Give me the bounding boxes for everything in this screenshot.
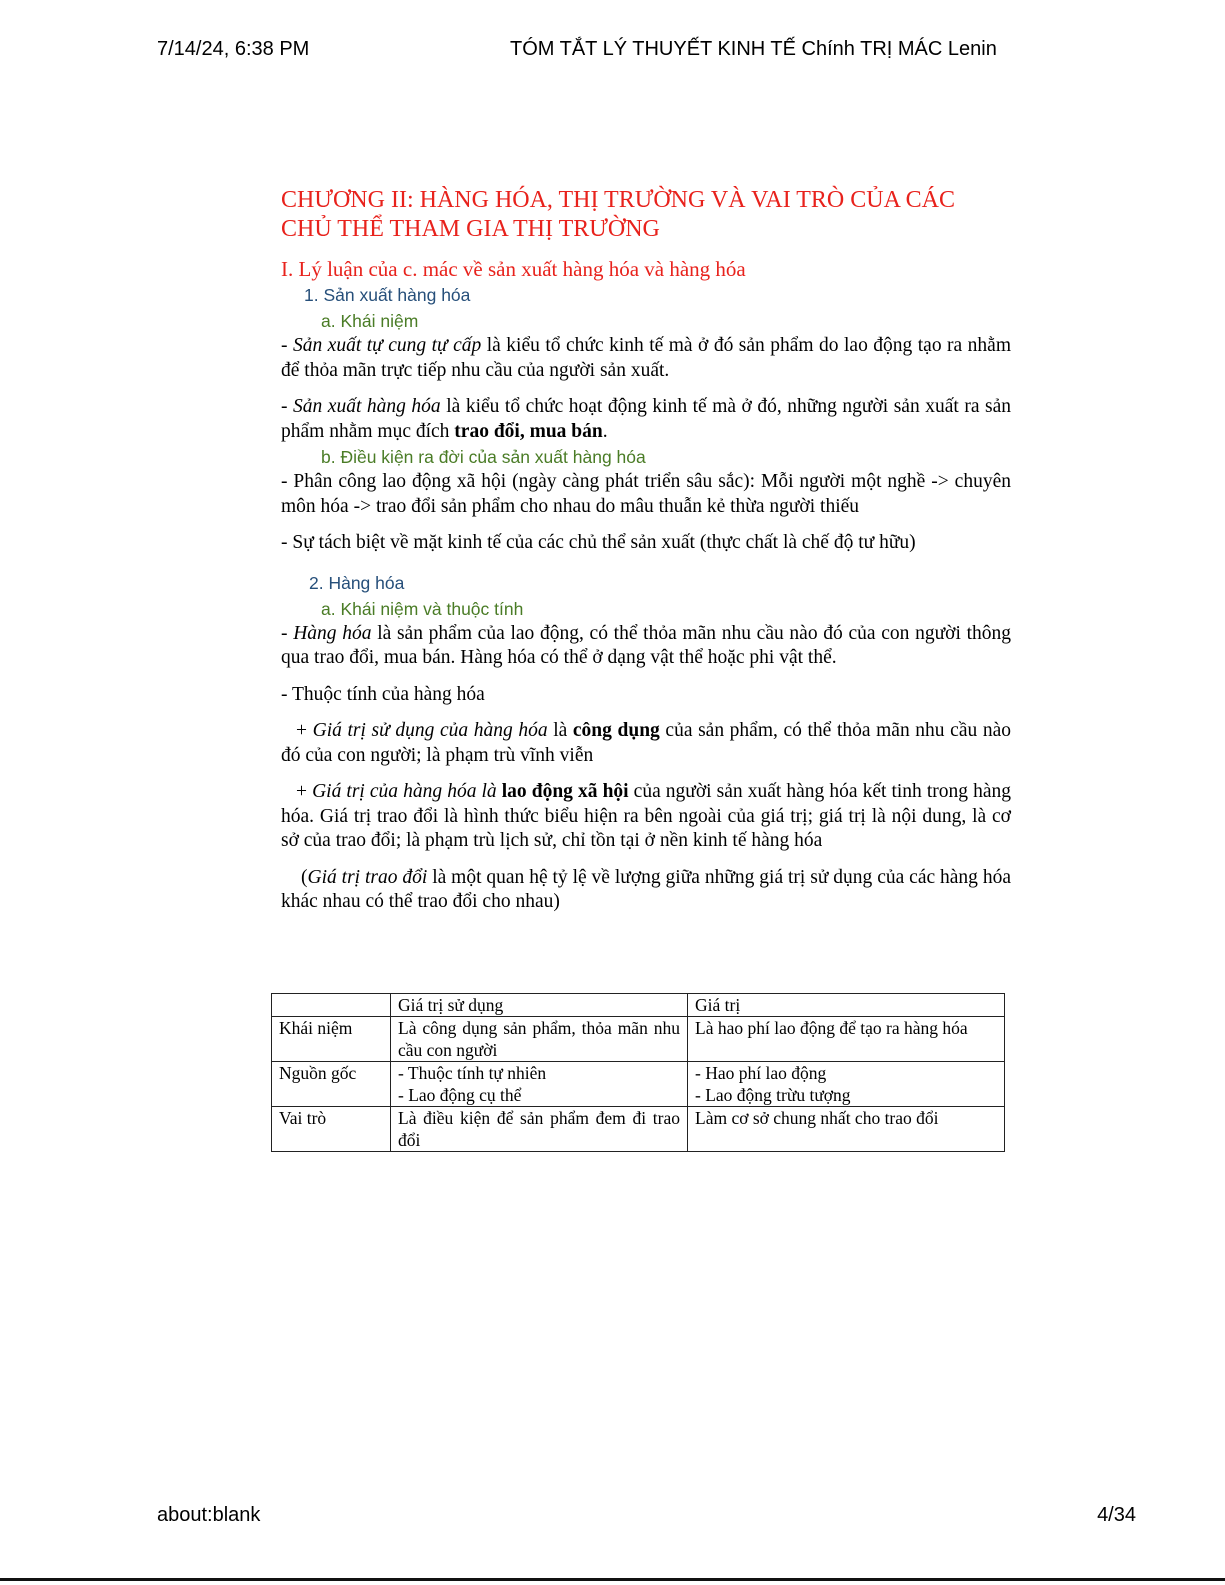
cell-line: - Lao động trừu tượng (695, 1085, 851, 1105)
subheading-1a: a. Khái niệm (321, 311, 419, 331)
document-title: TÓM TẮT LÝ THUYẾT KINH TẾ Chính TRỊ MÁC Lenin (510, 38, 997, 60)
table-cell: Là điều kiện để sản phẩm đem đi trao đổi (391, 1107, 688, 1152)
table-cell (688, 1062, 1005, 1107)
cell-line: - Thuộc tính tự nhiên (398, 1063, 547, 1083)
paragraph-commodity-definition: - Hàng hóa là sản phẩm của lao động, có thể thỏa mãn nhu cầu nào đó của con người thông qua trao đổi, mua bán. Hàng hóa có thể ở dạng vật thể hoặc phi vật thể. (281, 622, 1012, 668)
subheading-1b: b. Điều kiện ra đời của sản xuất hàng hóa (321, 447, 646, 467)
paragraph-use-value: + Giá trị sử dụng của hàng hóa là công dụng của sản phẩm, có thể thỏa mãn nhu cầu nào đó của con người; là phạm trù vĩnh viễn (281, 720, 1011, 766)
table-row (272, 1107, 1005, 1152)
cell-line: - Hao phí lao động (695, 1063, 827, 1083)
page-number: 4/34 (1097, 1504, 1136, 1526)
footer-url: about:blank (157, 1504, 261, 1526)
paragraph-self-sufficient: - Sản xuất tự cung tự cấp là kiểu tổ chức kinh tế mà ở đó sản phẩm do lao động tạo ra nhằm để thỏa mãn trực tiếp nhu cầu của người sản xuất. (281, 335, 1011, 381)
comparison-table (271, 993, 1005, 1152)
page-content (281, 186, 1011, 915)
subheading-2a: a. Khái niệm và thuộc tính (321, 598, 524, 619)
table-cell: Là công dụng sản phẩm, thỏa mãn nhu cầu con người (391, 1017, 688, 1062)
table-cell: Là hao phí lao động để tạo ra hàng hóa (688, 1017, 1005, 1062)
table-row (272, 1062, 1005, 1107)
paragraph-value: + Giá trị của hàng hóa là lao động xã hội của người sản xuất hàng hóa kết tinh trong hàng hóa. Giá trị trao đổi là hình thức biểu hiện ra bên ngoài của giá trị; giá trị là nội dung, là cơ sở của trao đổi; là phạm trù lịch sử, chỉ tồn tại ở nền kinh tế hàng hóa (281, 781, 1012, 851)
table-header-cell: Giá trị sử dụng (391, 994, 688, 1017)
print-date: 7/14/24, 6:38 PM (157, 38, 310, 60)
table-row (272, 1017, 1005, 1062)
table-cell: Nguồn gốc (272, 1062, 391, 1107)
paragraph-attributes: - Thuộc tính của hàng hóa (281, 683, 485, 705)
paragraph-commodity-production: - Sản xuất hàng hóa là kiểu tổ chức hoạt động kinh tế mà ở đó, những người sản xuất ra sản phẩm nhằm mục đích trao đổi, mua bán. (281, 396, 1011, 442)
paragraph-exchange-value: (Giá trị trao đổi là một quan hệ tỷ lệ về lượng giữa những giá trị sử dụng của các hàng hóa khác nhau có thể trao đổi cho nhau) (281, 866, 1011, 912)
table-cell: Làm cơ sở chung nhất cho trao đổi (688, 1107, 1005, 1152)
table-cell (391, 1062, 688, 1107)
table-header-cell (272, 994, 391, 1017)
chapter-title: CHƯƠNG II: HÀNG HÓA, THỊ TRƯỜNG VÀ VAI TRÒ CỦA CÁC CHỦ THỂ THAM GIA THỊ TRƯỜNG (281, 187, 955, 242)
table-cell: Khái niệm (272, 1017, 391, 1062)
cell-line: - Lao động cụ thể (398, 1085, 522, 1105)
table-header-row (272, 994, 1005, 1017)
section-heading-1: I. Lý luận của c. mác về sản xuất hàng hóa và hàng hóa (281, 257, 746, 281)
subheading-2: 2. Hàng hóa (309, 572, 405, 593)
paragraph-division-of-labor: - Phân công lao động xã hội (ngày càng phát triển sâu sắc): Mỗi người một nghề -> chuyên môn hóa -> trao đổi sản phẩm cho nhau do mâu thuẫn kẻ thừa người thiếu (281, 471, 1011, 517)
subheading-1: 1. Sản xuất hàng hóa (304, 285, 471, 305)
paragraph-economic-separation: - Sự tách biệt về mặt kinh tế của các chủ thể sản xuất (thực chất là chế độ tư hữu) (281, 532, 916, 553)
table-header-cell: Giá trị (688, 994, 1005, 1017)
table-cell: Vai trò (272, 1107, 391, 1152)
bottom-divider (0, 1578, 1225, 1581)
